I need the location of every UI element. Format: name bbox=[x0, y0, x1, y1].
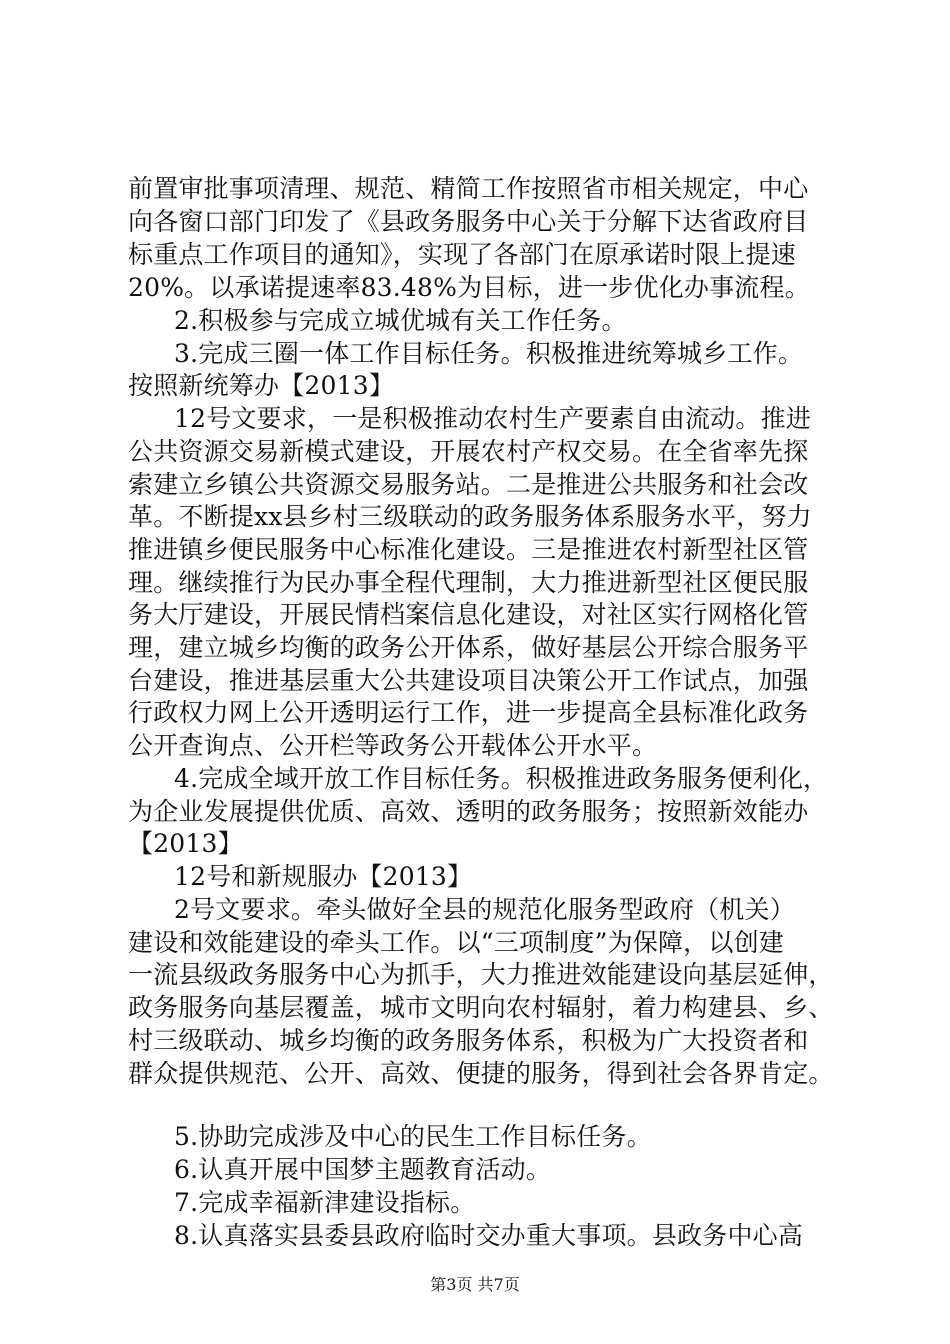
paragraph-line: 前置审批事项清理、规范、精简工作按照省市相关规定，中心 bbox=[128, 174, 809, 203]
paragraph-line: 12号文要求，一是积极推动农村生产要素自由流动。推进 bbox=[174, 404, 812, 433]
paragraph-line: 村三级联动、城乡均衡的政务服务体系，积极为广大投资者和 bbox=[128, 1026, 809, 1055]
paragraph-line: 标重点工作项目的通知》，实现了各部门在原承诺时限上提速 bbox=[128, 240, 796, 269]
paragraph-line: 【2013】 bbox=[128, 829, 243, 858]
paragraph-line: 索建立乡镇公共资源交易服务站。二是推进公共服务和社会改 bbox=[128, 470, 809, 499]
paragraph-line: 向各窗口部门印发了《县政务服务中心关于分解下达省政府目 bbox=[128, 207, 809, 236]
paragraph-line: 理，建立城乡均衡的政务公开体系，做好基层公开综合服务平 bbox=[128, 633, 809, 662]
paragraph-line: 群众提供规范、公开、高效、便捷的服务，得到社会各界肯定。 bbox=[128, 1059, 834, 1088]
paragraph-line: 政务服务向基层覆盖，城市文明向农村辐射，着力构建县、乡、 bbox=[128, 993, 834, 1022]
list-item: 5.协助完成涉及中心的民生工作目标任务。 bbox=[174, 1122, 652, 1151]
list-item: 6.认真开展中国梦主题教育活动。 bbox=[174, 1155, 552, 1184]
paragraph-line: 一流县级政务服务中心为抓手，大力推进效能建设向基层延伸， bbox=[128, 960, 834, 989]
paragraph-line: 20%。以承诺提速率83.48%为目标，进一步优化办事流程。 bbox=[128, 273, 810, 302]
paragraph-line: 为企业发展提供优质、高效、透明的政务服务；按照新效能办 bbox=[128, 797, 809, 826]
paragraph-line: 推进镇乡便民服务中心标准化建设。三是推进农村新型社区管 bbox=[128, 535, 809, 564]
paragraph-line: 台建设，推进基层重大公共建设项目决策公开工作试点，加强 bbox=[128, 666, 809, 695]
list-item: 3.完成三圈一体工作目标任务。积极推进统筹城乡工作。 bbox=[174, 339, 804, 368]
paragraph-line: 务大厅建设，开展民情档案信息化建设，对社区实行网格化管 bbox=[128, 600, 809, 629]
paragraph-line: 2号文要求。牵头做好全县的规范化服务型政府（机关） bbox=[174, 895, 795, 924]
paragraph-line: 按照新统筹办【2013】 bbox=[128, 371, 395, 400]
list-item: 7.完成幸福新津建设指标。 bbox=[174, 1188, 476, 1217]
paragraph-line: 公开查询点、公开栏等政务公开载体公开水平。 bbox=[128, 731, 658, 760]
list-item: 2.积极参与完成立城优城有关工作任务。 bbox=[174, 306, 627, 335]
paragraph-line: 12号和新规服办【2013】 bbox=[174, 862, 473, 891]
paragraph-line: 公共资源交易新模式建设，开展农村产权交易。在全省率先探 bbox=[128, 437, 809, 466]
page-number: 第3页 共7页 bbox=[430, 1275, 520, 1294]
list-item: 4.完成全域开放工作目标任务。积极推进政务服务便利化， bbox=[174, 764, 829, 793]
paragraph-line: 革。不断提xx县乡村三级联动的政务服务体系服务水平，努力 bbox=[128, 502, 812, 531]
paragraph-line: 建设和效能建设的牵头工作。以“三项制度”为保障，以创建 bbox=[128, 928, 784, 957]
list-item: 8.认真落实县委县政府临时交办重大事项。县政务中心高 bbox=[174, 1221, 804, 1250]
paragraph-line: 行政权力网上公开透明运行工作，进一步提高全县标准化政务 bbox=[128, 698, 809, 727]
paragraph-line: 理。继续推行为民办事全程代理制，大力推进新型社区便民服 bbox=[128, 568, 809, 597]
